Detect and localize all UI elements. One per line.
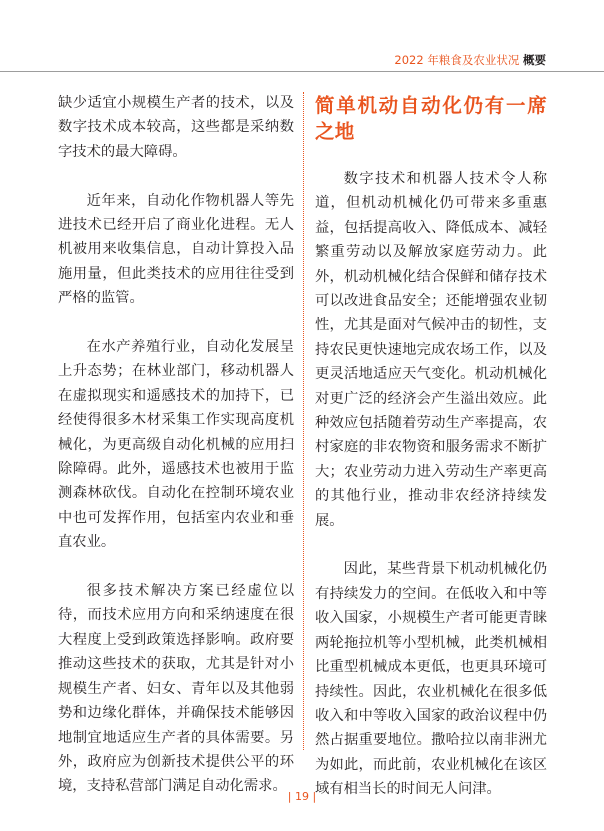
page-number: [0, 790, 604, 803]
left-paragraph-1: 缺少适宜小规模生产者的技术，以及数字技术成本较高，这些都是采纳数字技术的最大障碍。: [58, 95, 294, 160]
page-number-value: 19: [295, 790, 309, 803]
right-paragraph-2: 因此，某些背景下机动机械化仍有持续发力的空间。在低收入和中等收入国家，小规模生产者可能更青睐两轮拖拉机等小型机械，此类机械相比重型机械成本更低，也更具环境可持续性。因此，农业机械化在很多低收入和中等收入国家的政治议程中仍然占据重要地位。撒哈拉以南非洲尤为如此，而此前，农业机械化在该区域有相当长的时间无人问津。: [315, 561, 547, 798]
left-paragraph-2: 近年来，自动化作物机器人等先进技术已经开启了商业化进程。无人机被用来收集信息，自动计算投入品施用量，但此类技术的应用往往受到严格的监管。: [58, 192, 294, 307]
page-number-left-bar: |: [287, 790, 295, 803]
left-paragraph-3: 在水产养殖行业，自动化发展呈上升态势；在林业部门，移动机器人在虚拟现实和遥感技术的加持下，已经使得很多木材采集工作实现高度机械化，为更高级自动化机械的应用扫除障碍。此外，遥感技术也被用于监测森林砍伐。自动化在控制环境农业中也可发挥作用，包括室内农业和垂直农业。: [58, 339, 294, 551]
page-number-right-bar: |: [309, 790, 317, 803]
column-divider: [303, 92, 304, 750]
left-column: [58, 91, 294, 799]
right-column: [315, 91, 547, 802]
section-heading: 简单机动自动化仍有一席之地: [315, 94, 547, 143]
section-label: 概要: [523, 53, 546, 67]
right-paragraph-1: 数字技术和机器人技术令人称道，但机动机械化仍可带来多重惠益，包括提高收入、降低成本、减轻繁重劳动以及解放家庭劳动力。此外，机动机械化结合保鲜和储存技术可以改进食品安全；还能增强农业韧性，尤其是面对气候冲击的韧性，支持农民更快速地完成农场工作，以及更灵活地适应天气变化。机动机械化对更广泛的经济会产生溢出效应。此种效应包括随着劳动生产率提高，农村家庭的非农物资和服务需求不断扩大；农业劳动力进入劳动生产率更高的其他行业，推动非农经济持续发展。: [315, 171, 547, 529]
running-header: [394, 52, 546, 68]
header-rule: [0, 71, 604, 72]
report-title: 2022 年粮食及农业状况: [394, 53, 520, 67]
left-paragraph-4: 很多技术解决方案已经虚位以待，而技术应用方向和采纳速度在很大程度上受到政策选择影响。政府要推动这些技术的获取，尤其是针对小规模生产者、妇女、青年以及其他弱势和边缘化群体，并确保技术能够因地制宜地适应生产者的具体需要。另外，政府应为创新技术提供公平的环境，支持私营部门满足自动化需求。: [58, 583, 294, 795]
